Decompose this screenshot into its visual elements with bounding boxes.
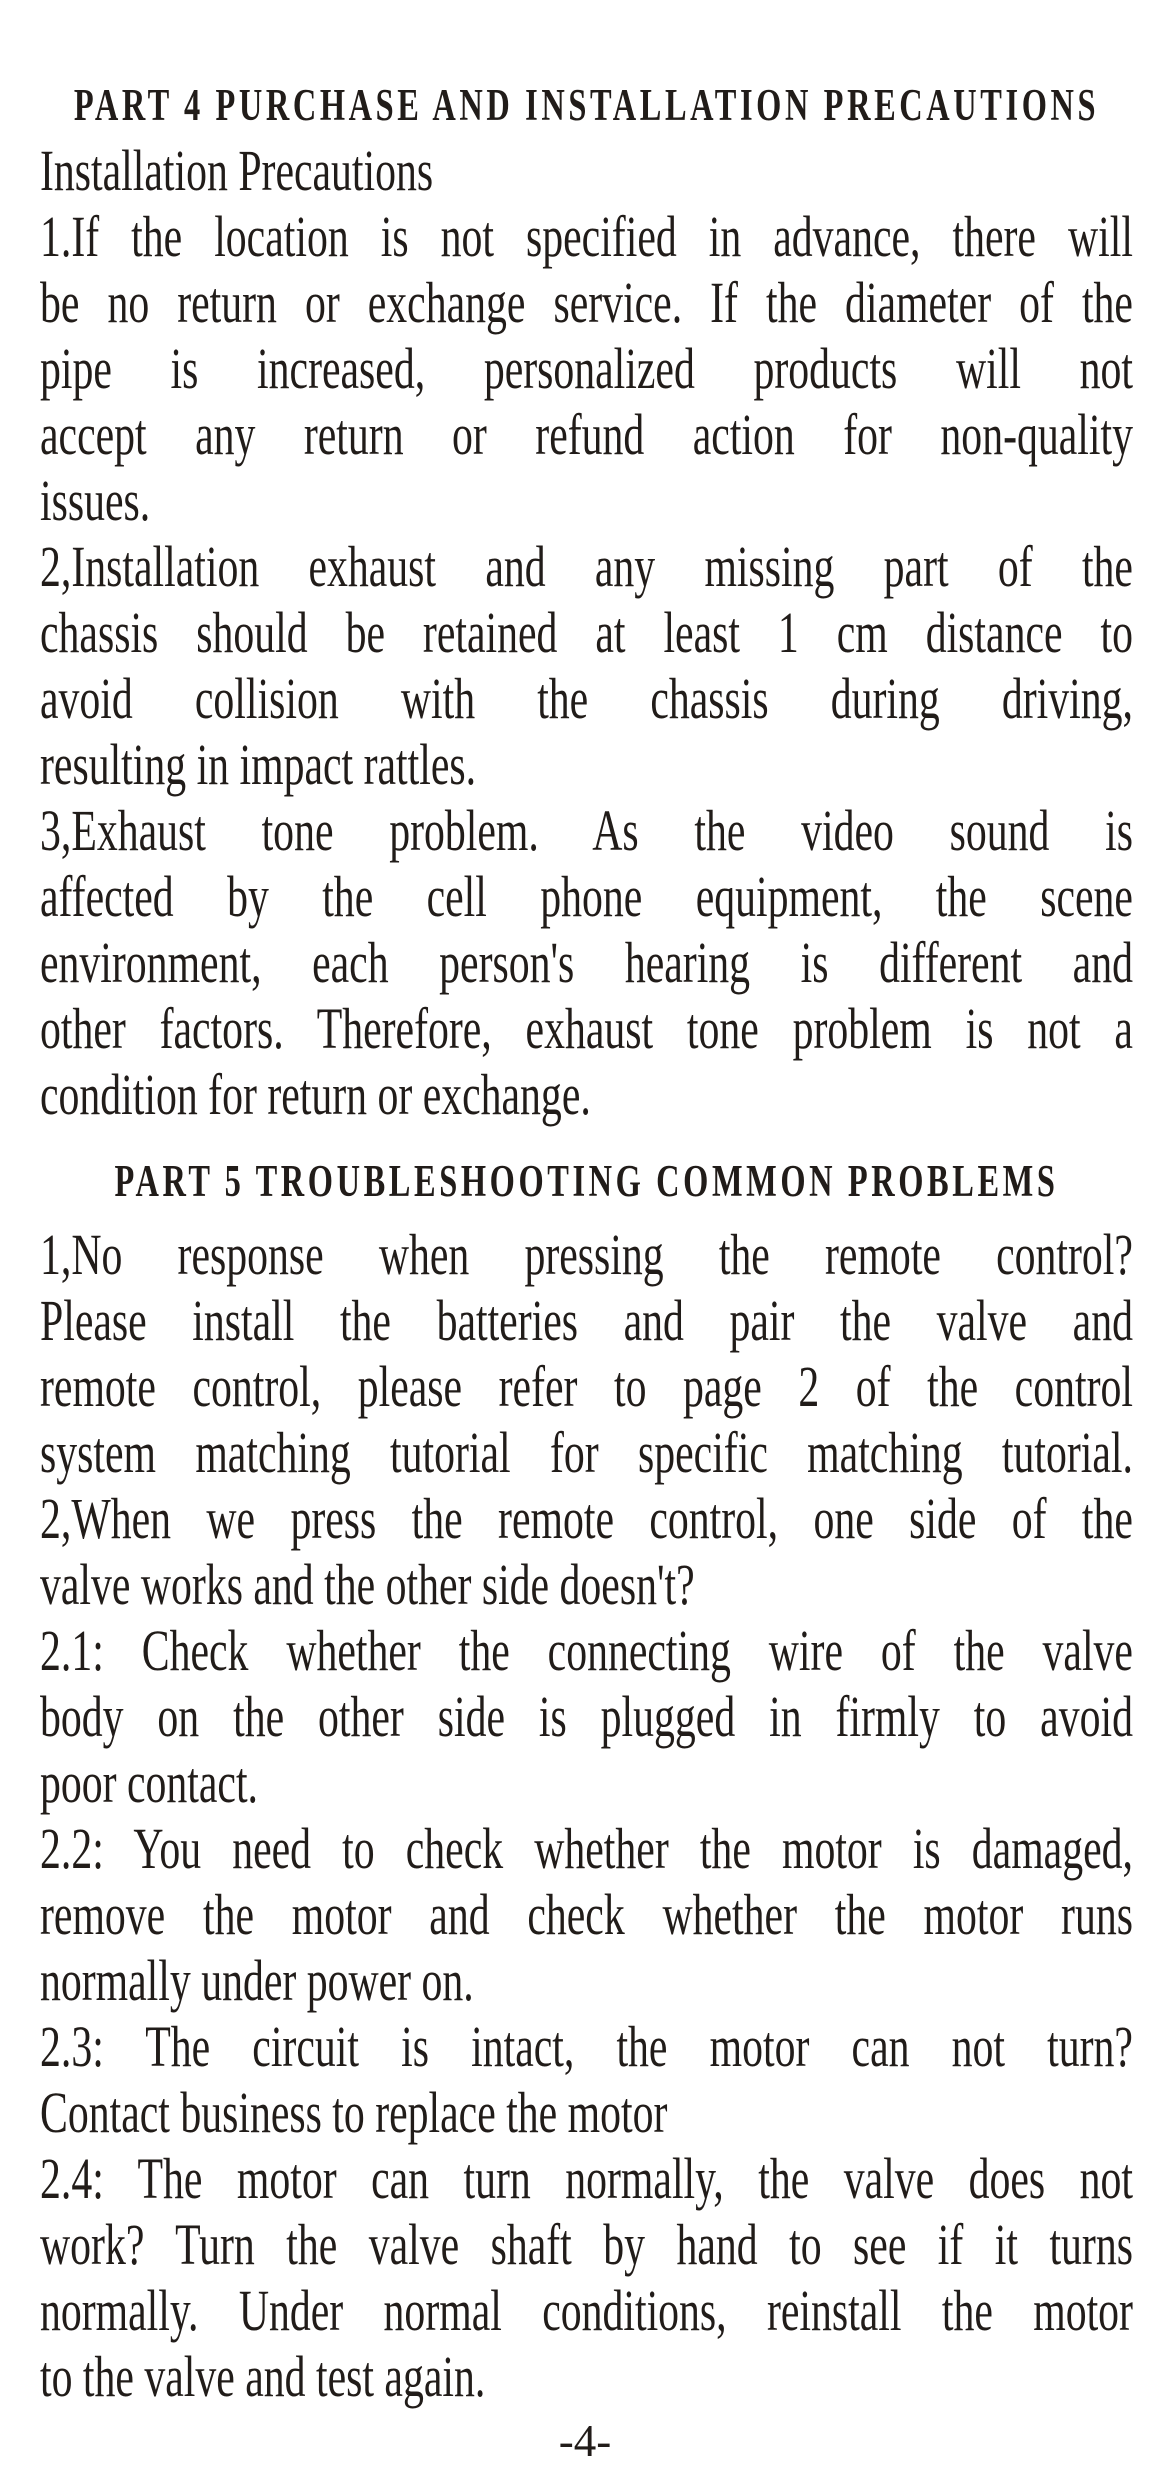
text-line: condition for return or exchange.: [40, 1062, 591, 1127]
paragraph-2: [40, 534, 1133, 798]
text-line: resulting in impact rattles.: [40, 732, 477, 797]
part4-heading: PART 4 PURCHASE AND INSTALLATION PRECAUTIONS: [73, 80, 1100, 130]
text-line: 2.3: The circuit is intact, the motor can not turn?: [40, 2014, 1133, 2079]
text-line: 2.2: You need to check whether the motor is damaged,: [40, 1816, 1133, 1881]
paragraph-6: [40, 1618, 1133, 1816]
text-line: issues.: [40, 468, 151, 533]
text-line: normally under power on.: [40, 1948, 474, 2013]
text-line: Contact business to replace the motor: [40, 2080, 668, 2145]
paragraph-1: [40, 204, 1133, 534]
text-line: 2,Installation exhaust and any missing part of the: [40, 534, 1133, 599]
text-line: affected by the cell phone equipment, the scene: [40, 864, 1133, 929]
paragraph-3: [40, 798, 1133, 1128]
text-line: chassis should be retained at least 1 cm distance to: [40, 600, 1133, 665]
text-line: pipe is increased, personalized products will not: [40, 336, 1133, 401]
text-line: normally. Under normal conditions, reinstall the motor: [40, 2278, 1133, 2343]
text-line: 2,When we press the remote control, one side of the: [40, 1486, 1133, 1551]
text-line: 1,No response when pressing the remote control?: [40, 1222, 1133, 1287]
text-line: remote control, please refer to page 2 of the control: [40, 1354, 1133, 1419]
paragraph-5: [40, 1486, 1133, 1618]
text-line: 3,Exhaust tone problem. As the video sound is: [40, 798, 1133, 863]
text-line: valve works and the other side doesn't?: [40, 1552, 695, 1617]
text-line: body on the other side is plugged in firmly to avoid: [40, 1684, 1133, 1749]
text-line: to the valve and test again.: [40, 2344, 486, 2409]
paragraph-7: [40, 1816, 1133, 2014]
text-line: remove the motor and check whether the motor runs: [40, 1882, 1133, 1947]
text-line: be no return or exchange service. If the diameter of the: [40, 270, 1133, 335]
text-line: 2.1: Check whether the connecting wire of the valve: [40, 1618, 1133, 1683]
text-line: other factors. Therefore, exhaust tone problem is not a: [40, 996, 1133, 1061]
text-line: system matching tutorial for specific matching tutorial.: [40, 1420, 1133, 1485]
text-line: poor contact.: [40, 1750, 259, 1815]
text-line: 1.If the location is not specified in advance, there will: [40, 204, 1133, 269]
paragraph-4: [40, 1222, 1133, 1486]
text-line: environment, each person's hearing is different and: [40, 930, 1133, 995]
text-line: 2.4: The motor can turn normally, the valve does not: [40, 2146, 1133, 2211]
part5-heading: PART 5 TROUBLESHOOTING COMMON PROBLEMS: [114, 1156, 1059, 1206]
paragraph-8: [40, 2014, 1133, 2146]
text-line: Please install the batteries and pair the valve and: [40, 1288, 1133, 1353]
text-line: avoid collision with the chassis during driving,: [40, 666, 1133, 731]
page-number: -4-: [558, 2416, 612, 2466]
text-line: accept any return or refund action for non-quality: [40, 402, 1133, 467]
installation-precautions-subheading: Installation Precautions: [40, 138, 434, 203]
paragraph-9: [40, 2146, 1133, 2410]
document-body: [40, 0, 1133, 2410]
text-line: work? Turn the valve shaft by hand to see if it turns: [40, 2212, 1133, 2277]
